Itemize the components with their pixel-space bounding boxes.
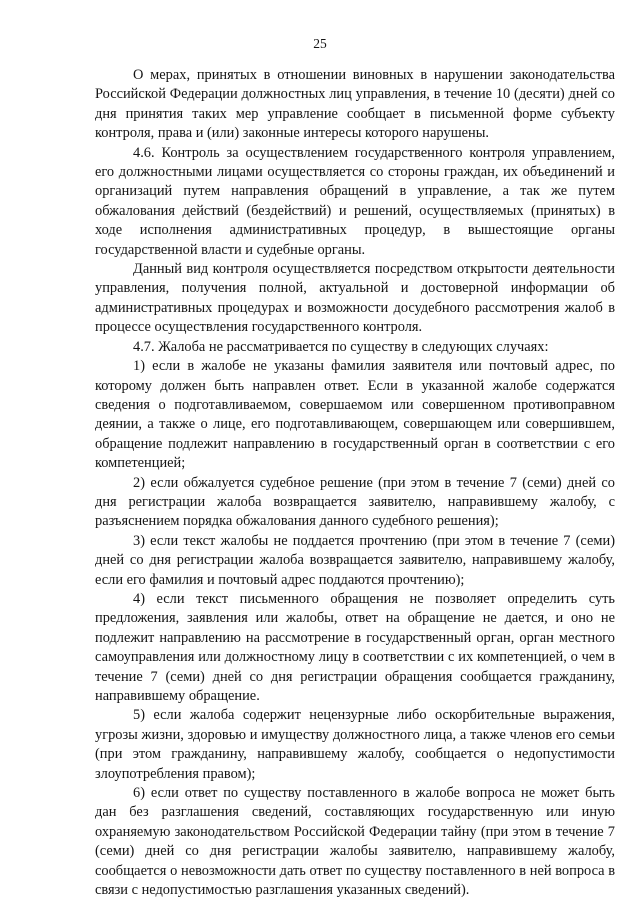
list-item-case-6: 6) если ответ по существу поставленного в жалобе вопроса не может быть дан без разглашения сведений, составляющих государственную или иную охраняемую законодательством Российской Федерации тайну (при этом в течение 7 (семи) дней со дня регистрации жалобы заявителю, направившему жалобу, сообщается о невозможности дать ответ по существу поставленного в ней вопроса в связи с недопустимостью разглашения указанных сведений). bbox=[95, 785, 615, 899]
paragraph-measures-taken: О мерах, принятых в отношении виновных в нарушении законодательства Российской Федерации должностных лиц управления, в течение 10 (десяти) дней со дня принятия таких мер управление сообщает в письменной форме субъекту контроля, права и (или) законные интересы которого нарушены. bbox=[95, 67, 615, 142]
list-item-case-5: 5) если жалоба содержит нецензурные либо оскорбительные выражения, угрозы жизни, здоровью и имуществу должностного лица, а также членов его семьи (при этом гражданину, направившему жалобу, сообщается о недопустимости злоупотребления правом); bbox=[95, 707, 615, 782]
list-item-case-2: 2) если обжалуется судебное решение (при этом в течение 7 (семи) дней со дня регистрации жалоба возвращается заявителю, направившему жалобу, с разъяснением порядка обжалования данного судебного решения); bbox=[95, 474, 615, 530]
list-item-case-3: 3) если текст жалобы не поддается прочтению (при этом в течение 7 (семи) дней со дня регистрации жалоба возвращается заявителю, направившему жалобу, если его фамилия и почтовый адрес поддаются прочтению); bbox=[95, 532, 615, 588]
list-item-case-4: 4) если текст письменного обращения не позволяет определить суть предложения, заявления или жалобы, ответ на обращение не дается, и оно не подлежит направлению на рассмотрение в государственный орган, орган местного самоуправления или должностному лицу в соответствии с их компетенцией, о чем в течение 7 (семи) дней со дня регистрации обращения сообщается гражданину, направившему обращение. bbox=[95, 590, 615, 704]
document-body bbox=[95, 66, 615, 900]
page-number: 25 bbox=[313, 36, 327, 51]
paragraph-control-type: Данный вид контроля осуществляется посредством открытости деятельности управления, получения полной, актуальной и достоверной информации об административных процедурах и возможности досудебного рассмотрения жалоб в процессе осуществления государственного контроля. bbox=[95, 261, 615, 336]
paragraph-4-7: 4.7. Жалоба не рассматривается по существу в следующих случаях: bbox=[133, 338, 549, 355]
paragraph-4-6: 4.6. Контроль за осуществлением государственного контроля управлением, его должностными лицами осуществляется со стороны граждан, их объединений и организаций путем направления обращений в управление, а так же путем обжалования действий (бездействий) и решений, осуществляемых (принятых) в ходе исполнения административных процедур, в вышестоящие органы государственной власти и судебные органы. bbox=[95, 144, 615, 258]
list-item-case-1: 1) если в жалобе не указаны фамилия заявителя или почтовый адрес, по которому должен быть направлен ответ. Если в указанной жалобе содержатся сведения о подготавливаемом, совершаемом или совершенном противоправном деянии, а также о лице, его подготавливающем, совершающем или совершившем, обращение подлежит направлению в государственный орган в соответствии с его компетенцией; bbox=[95, 358, 615, 472]
